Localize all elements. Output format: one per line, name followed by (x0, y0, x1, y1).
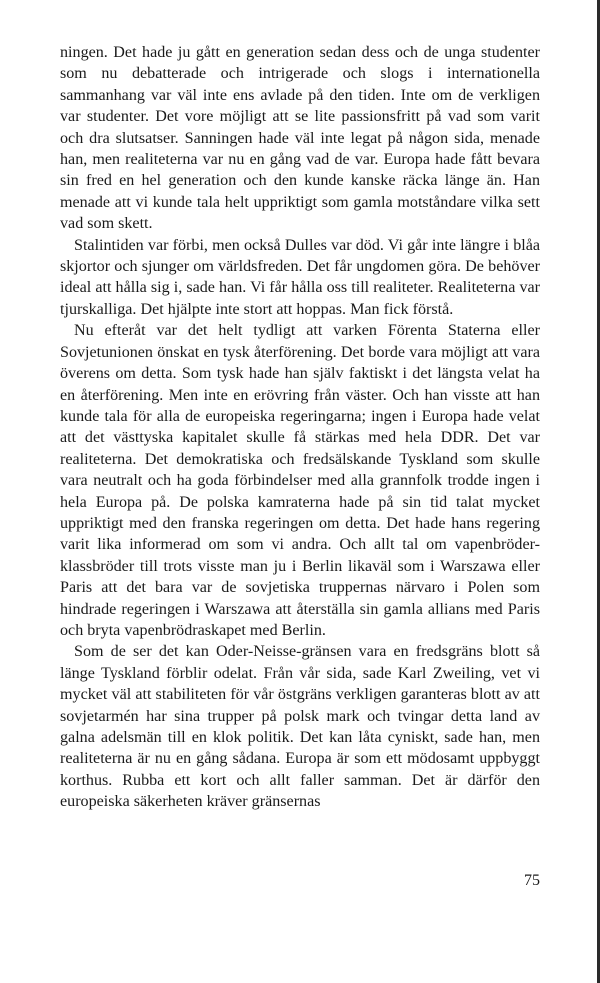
body-text (60, 42, 540, 813)
paragraph-2: Stalintiden var förbi, men också Dulles var död. Vi går inte längre i blåa skjortor och sjunger om världsfreden. Det får ungdomen göra. De behöver ideal att hålla sig i, sade han. Vi får hålla oss till realiteter. Realiteterna var tjurskalliga. Det hjälpte inte stort att hoppas. Man fick förstå. (60, 236, 540, 318)
paragraph-3: Nu efteråt var det helt tydligt att varken Förenta Staterna eller Sovjetunionen önskat en tysk återförening. Det borde vara möjligt att vara överens om detta. Som tysk hade han själv faktiskt i det längsta velat ha en återförening. Men inte en erövring från väster. Och han visste att han kunde tala för alla de europeiska regeringarna; ingen i Europa hade velat att det västtyska kapitalet skulle få stärkas med hela DDR. Det var realiteterna. Det demokratiska och fredsälskande Tyskland som skulle vara neutralt och ha goda förbindelser med alla grannfolk trodde ingen i hela Europa på. De polska kamraterna hade på sin tid talat mycket uppriktigt med den franska regeringen om detta. Det hade hans regering varit lika informerad om som vi andra. Och allt tal om vapenbröder-klassbröder till trots visste man ju i Berlin likaväl som i Warszawa eller Paris att det bara var de sovjetiska truppernas närvaro i Polen som hindrade regeringen i Warszawa att återställa sin gamla allians med Paris och bryta vapenbrödraskapet med Berlin. (60, 322, 540, 639)
paragraph-1: ningen. Det hade ju gått en generation sedan dess och de unga studenter som nu debatterade och intrigerade och slogs i internationella sammanhang var väl inte ens avlade på den tiden. Inte om de verkligen var studenter. Det vore möjligt att se lite passionsfritt på vad som varit och dra slutsatser. Sanningen hade väl inte legat på någon sida, menade han, men realiteterna var nu en gång vad de var. Europa hade fått bevara sin fred en hel generation och den kunde kanske räcka länge än. Han menade att vi kunde tala helt uppriktigt som gamla motståndare vilka sett vad som skett. (60, 44, 540, 233)
paragraph-4: Som de ser det kan Oder-Neisse-gränsen vara en fredsgräns blott så länge Tyskland förblir odelat. Från vår sida, sade Karl Zweiling, vet vi mycket väl att stabiliteten för vår östgräns verkligen garanteras blott av att sovjetarmén har sina trupper på polsk mark och tvingar detta land av galna adelsmän till en klok politik. Det kan låta cyniskt, sade han, men realiteterna är nu en gång sådana. Europa är som ett mödosamt uppbyggt korthus. Rubba ett kort och allt faller samman. Det är därför den europeiska säkerheten kräver gränsernas (60, 643, 540, 811)
page-number: 75 (524, 872, 540, 889)
